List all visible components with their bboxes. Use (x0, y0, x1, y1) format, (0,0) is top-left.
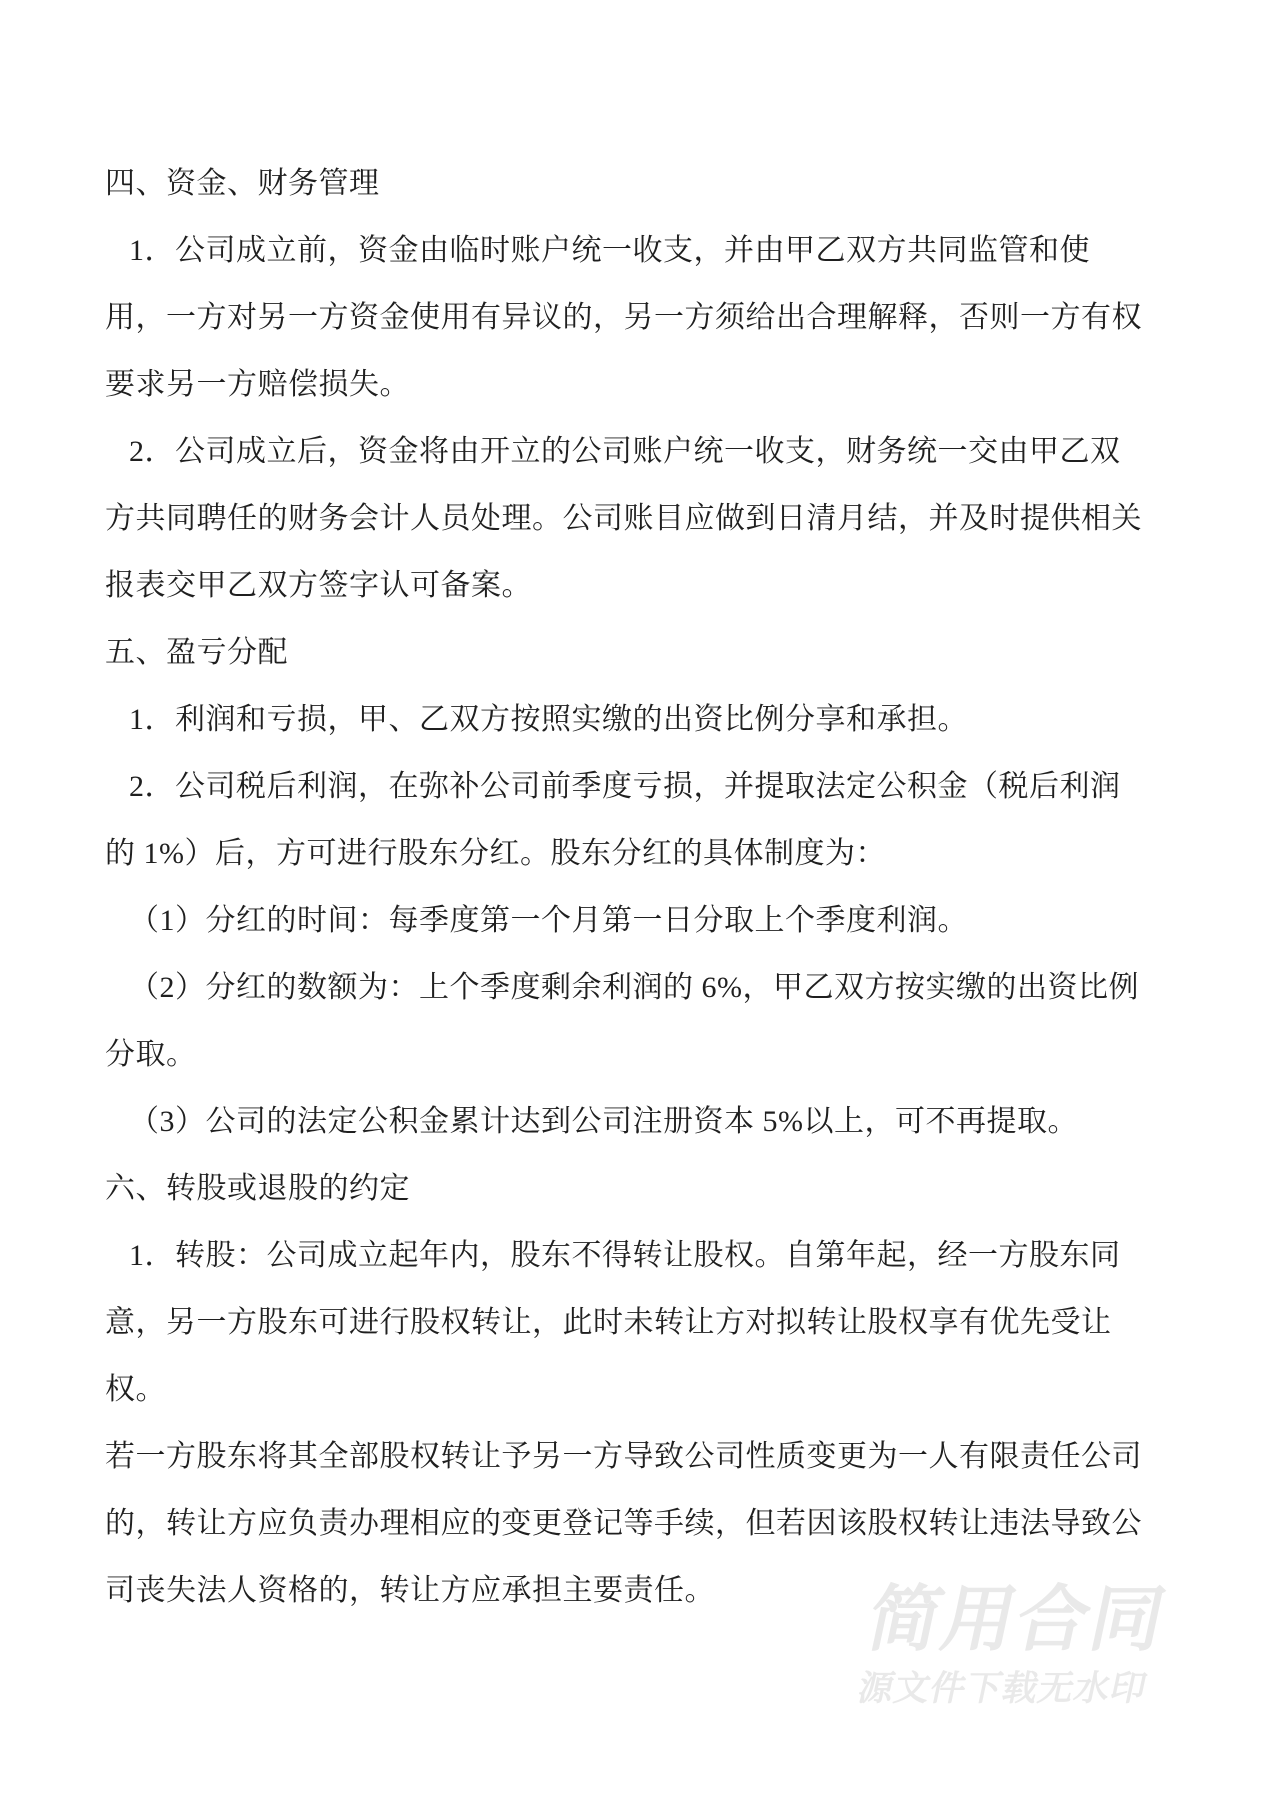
document-line: 用，一方对另一方资金使用有异议的，另一方须给出合理解释，否则一方有权 (105, 301, 1142, 334)
document-line: 意，另一方股东可进行股权转让，此时未转让方对拟转让股权享有优先受让 (105, 1306, 1112, 1339)
watermark-subtitle: 源文件下载无水印 (854, 1669, 1151, 1708)
document-line: 2．公司税后利润，在弥补公司前季度亏损，并提取法定公积金（税后利润 (129, 770, 1121, 803)
document-line: 1．公司成立前，资金由临时账户统一收支，并由甲乙双方共同监管和使 (129, 234, 1090, 267)
document-line: 权。 (105, 1373, 166, 1406)
document-line: 分取。 (105, 1038, 197, 1071)
document-line: （2）分红的数额为：上个季度剩余利润的 6%，甲乙双方按实缴的出资比例 (129, 971, 1139, 1004)
document-line: 五、盈亏分配 (105, 636, 288, 669)
document-line: 报表交甲乙双方签字认可备案。 (105, 569, 532, 602)
document-body (105, 150, 1185, 1624)
document-line: 2．公司成立后，资金将由开立的公司账户统一收支，财务统一交由甲乙双 (129, 435, 1121, 468)
document-line: 方共同聘任的财务会计人员处理。公司账目应做到日清月结，并及时提供相关 (105, 502, 1142, 535)
document-line: 四、资金、财务管理 (105, 167, 380, 200)
document-line: 的 1%）后，方可进行股东分红。股东分红的具体制度为： (105, 837, 886, 870)
document-line: 1．转股：公司成立起年内，股东不得转让股权。自第年起，经一方股东同 (129, 1239, 1121, 1272)
document-line: （1）分红的时间：每季度第一个月第一日分取上个季度利润。 (129, 904, 968, 937)
document-line: 司丧失法人资格的，转让方应承担主要责任。 (105, 1574, 715, 1607)
document-line: 的，转让方应负责办理相应的变更登记等手续，但若因该股权转让违法导致公 (105, 1507, 1142, 1540)
document-line: 若一方股东将其全部股权转让予另一方导致公司性质变更为一人有限责任公司 (105, 1440, 1142, 1473)
document-line: 要求另一方赔偿损失。 (105, 368, 410, 401)
watermark-title: 简用合同 (860, 1580, 1174, 1660)
document-line: 六、转股或退股的约定 (105, 1172, 410, 1205)
document-line: 1．利润和亏损，甲、乙双方按照实缴的出资比例分享和承担。 (129, 703, 968, 736)
document-line: （3）公司的法定公积金累计达到公司注册资本 5%以上，可不再提取。 (129, 1105, 1078, 1138)
